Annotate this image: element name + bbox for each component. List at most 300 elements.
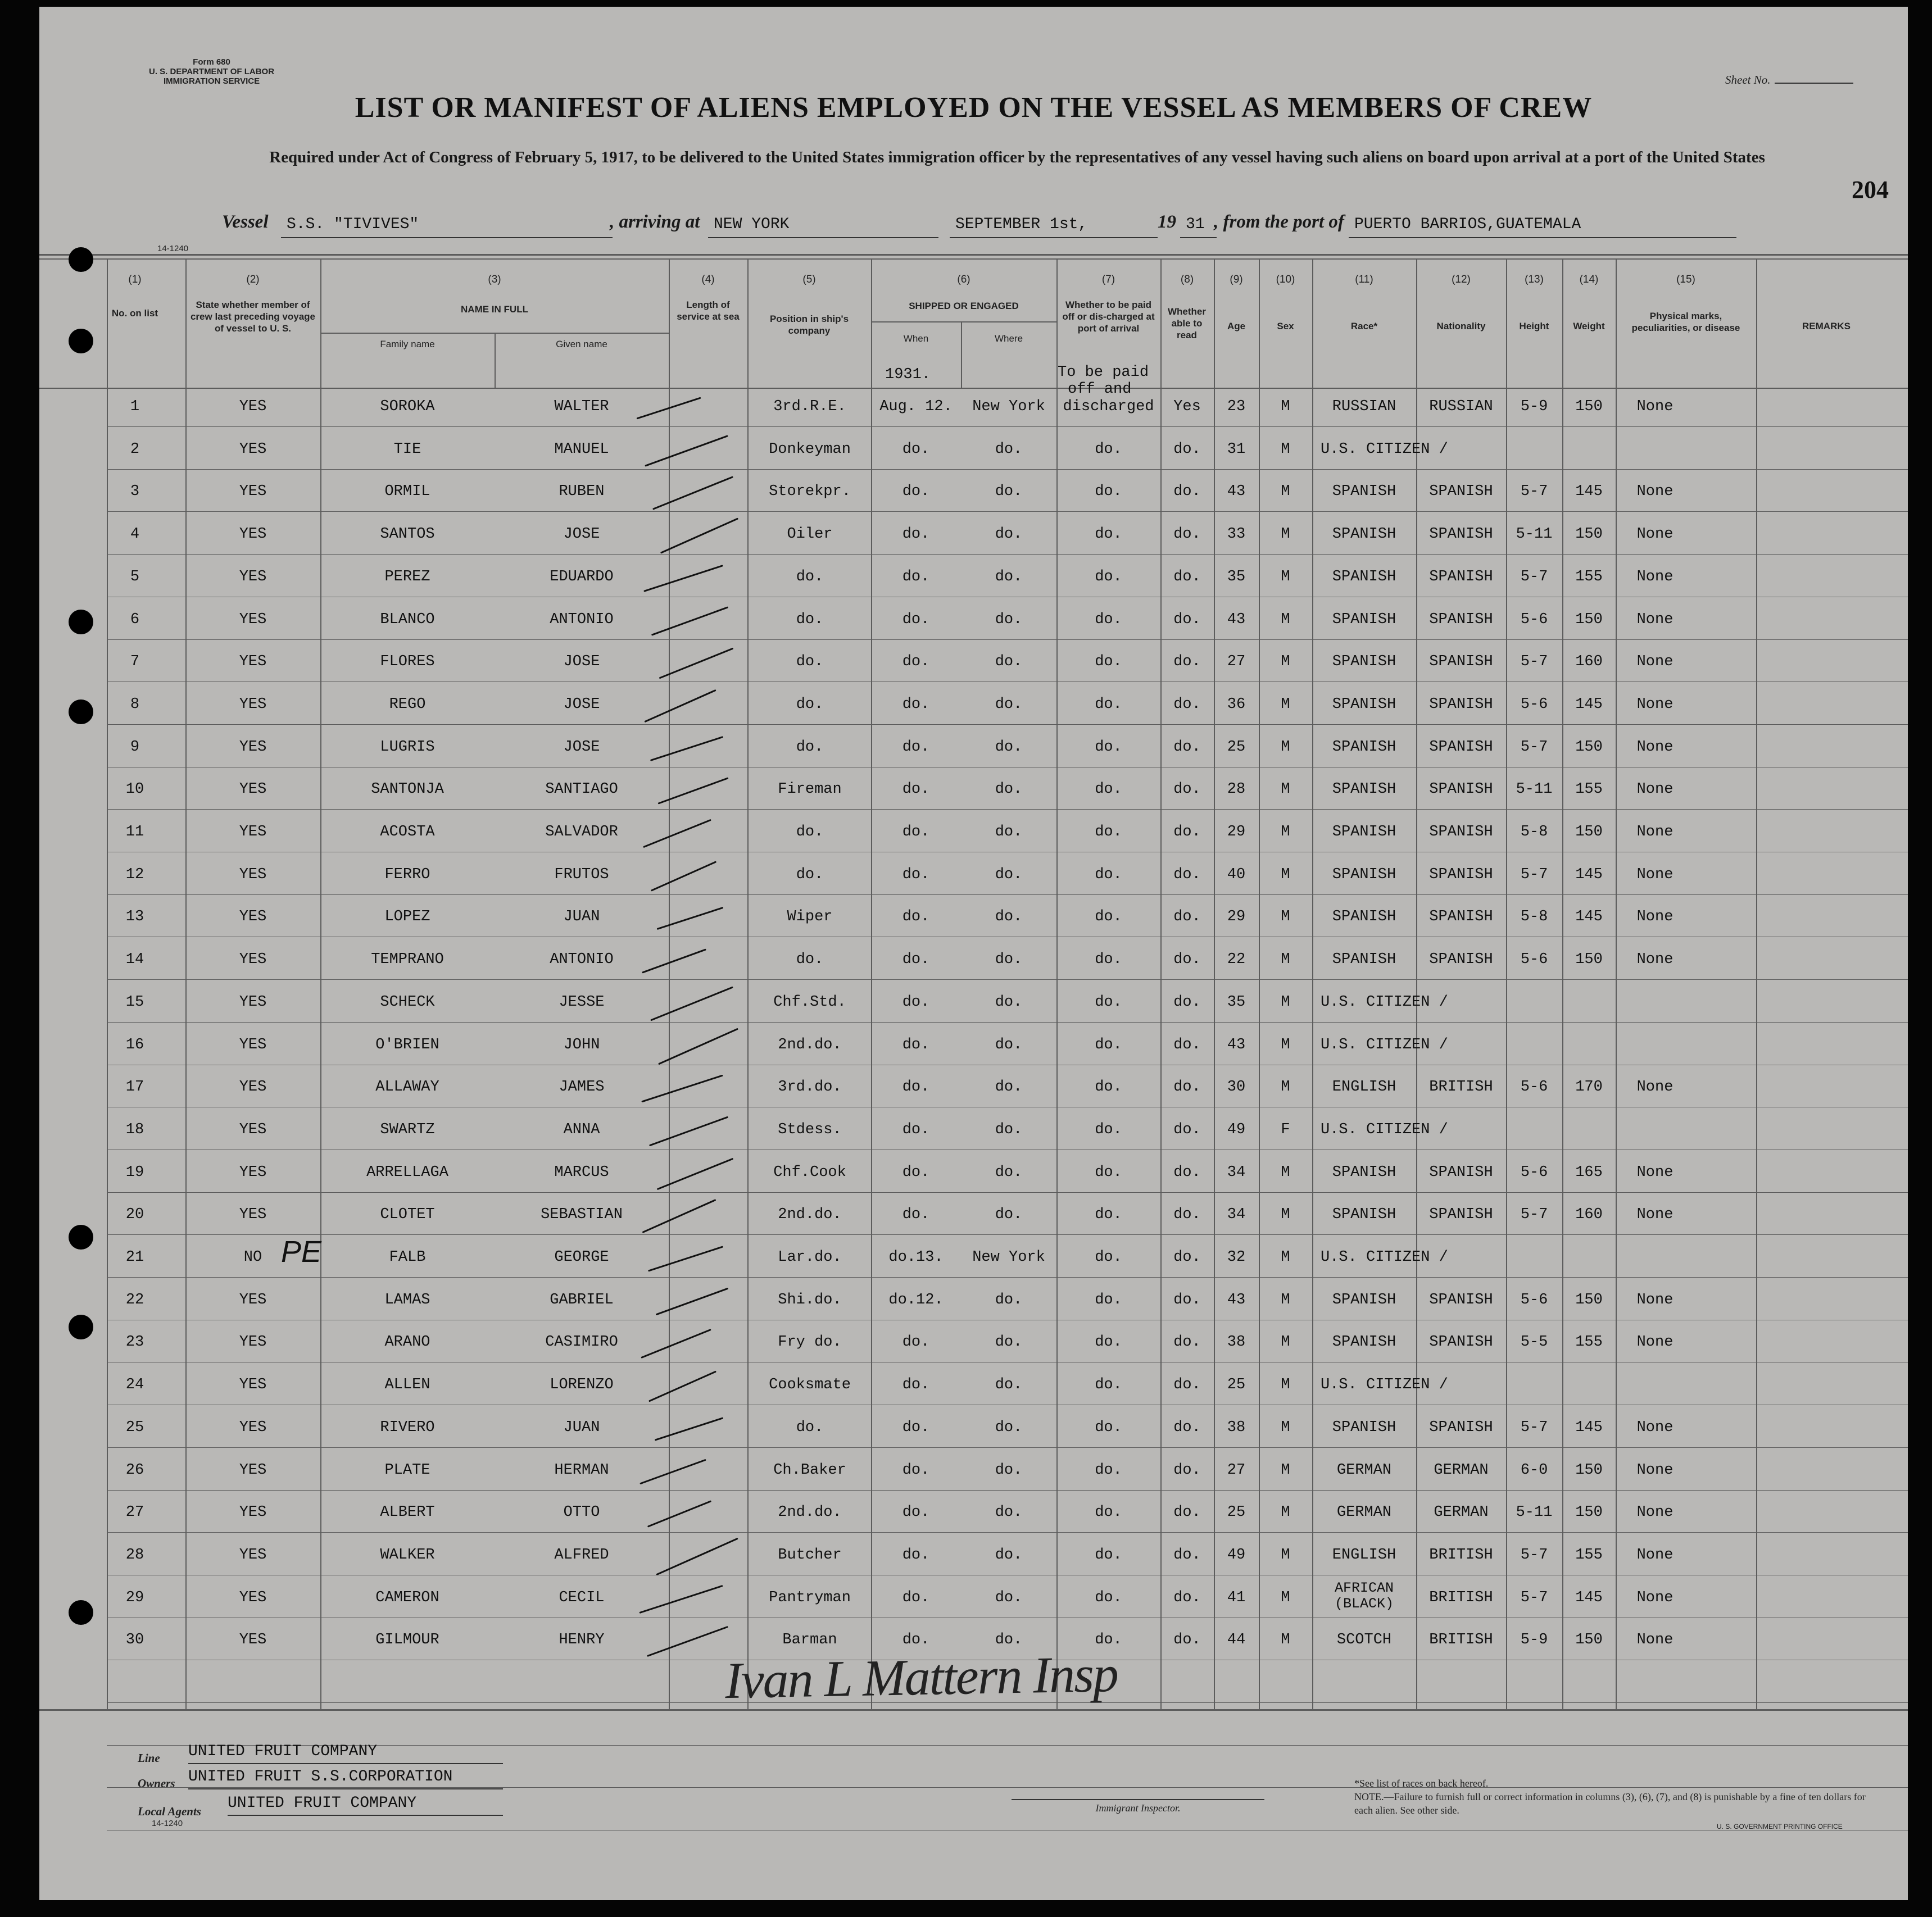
- cell-paid: do.: [1095, 951, 1122, 969]
- cell-no: 28: [125, 1546, 144, 1564]
- cell-nationality: SPANISH: [1429, 1206, 1493, 1224]
- cell-state: YES: [239, 1546, 267, 1564]
- cell-when: do.: [902, 1589, 930, 1606]
- length-of-service-mark: [660, 518, 738, 554]
- cell-where: do.: [995, 908, 1023, 926]
- cell-marks: None: [1636, 1546, 1674, 1564]
- cell-nationality: SPANISH: [1429, 781, 1493, 798]
- cell-position: Barman: [782, 1632, 837, 1649]
- cell-state: YES: [239, 824, 267, 841]
- cell-given: JOSE: [563, 738, 600, 756]
- col-number-8: (8): [1180, 274, 1194, 285]
- table-row: [39, 1200, 1908, 1233]
- cell-family: FERRO: [384, 866, 430, 883]
- cell-nationality: SPANISH: [1429, 1419, 1493, 1436]
- cell-state: YES: [239, 440, 267, 458]
- cell-family: RIVERO: [380, 1419, 435, 1436]
- cell-state: YES: [239, 1121, 267, 1138]
- cell-sex: M: [1281, 1206, 1290, 1224]
- cell-height: 5-7: [1520, 1419, 1548, 1436]
- cell-height: 5-9: [1520, 1632, 1548, 1649]
- cell-position: 2nd.do.: [778, 1206, 842, 1224]
- cell-marks: None: [1636, 1589, 1674, 1606]
- cell-position: Fireman: [778, 781, 842, 798]
- inspector-label: Immigrant Inspector.: [1095, 1802, 1181, 1814]
- cell-race: SPANISH: [1332, 1206, 1396, 1224]
- cell-family: ARANO: [384, 1334, 430, 1351]
- cell-weight: 155: [1575, 568, 1603, 585]
- printer-imprint: U. S. GOVERNMENT PRINTING OFFICE: [1717, 1823, 1843, 1830]
- cell-state: YES: [239, 483, 267, 501]
- cell-position: Fry do.: [778, 1334, 842, 1351]
- cell-where: do.: [995, 993, 1023, 1011]
- cell-sex: M: [1281, 1164, 1290, 1181]
- form-number: Form 680: [193, 57, 230, 67]
- cell-family: CAMERON: [375, 1589, 439, 1606]
- paid-off-line2: off and: [1068, 381, 1132, 398]
- cell-given: MANUEL: [554, 440, 609, 458]
- cell-state: YES: [239, 1164, 267, 1181]
- cell-where: do.: [995, 1164, 1023, 1181]
- cell-position: Chf.Std.: [773, 993, 846, 1011]
- cell-given: JUAN: [563, 908, 600, 926]
- cell-position: do.: [796, 951, 824, 969]
- cell-race: SCOTCH: [1336, 1632, 1392, 1649]
- cell-paid: do.: [1095, 738, 1122, 756]
- cell-race: U.S. CITIZEN /: [1321, 993, 1448, 1011]
- cell-read: do.: [1173, 1377, 1201, 1394]
- cell-family: GILMOUR: [375, 1632, 439, 1649]
- cell-state: YES: [239, 696, 267, 713]
- row-rule: [107, 426, 1908, 427]
- cell-age: 34: [1227, 1206, 1246, 1224]
- cell-no: 15: [125, 993, 144, 1011]
- cell-read: do.: [1173, 611, 1201, 628]
- cell-read: do.: [1173, 1419, 1201, 1436]
- row-rule: [107, 554, 1908, 555]
- length-of-service-mark: [659, 648, 734, 679]
- cell-no: 16: [125, 1036, 144, 1053]
- cell-sex: M: [1281, 1334, 1290, 1351]
- cell-when: do.: [902, 866, 930, 883]
- cell-marks: None: [1636, 568, 1674, 585]
- cell-read: do.: [1173, 1334, 1201, 1351]
- cell-given: JAMES: [559, 1079, 605, 1096]
- cell-read: do.: [1173, 1546, 1201, 1564]
- cell-no: 24: [125, 1377, 144, 1394]
- cell-age: 30: [1227, 1079, 1246, 1096]
- cell-given: HERMAN: [554, 1461, 609, 1479]
- cell-marks: None: [1636, 611, 1674, 628]
- cell-no: 25: [125, 1419, 144, 1436]
- cell-sex: M: [1281, 993, 1290, 1011]
- cell-height: 5-7: [1520, 866, 1548, 883]
- cell-when: do.: [902, 1164, 930, 1181]
- vessel-label: Vessel: [222, 212, 269, 232]
- cell-given: ANNA: [563, 1121, 600, 1138]
- cell-paid: do.: [1095, 1164, 1122, 1181]
- handwritten-annotation: PE: [281, 1235, 322, 1269]
- cell-family: SANTOS: [380, 526, 435, 543]
- cell-position: 2nd.do.: [778, 1036, 842, 1053]
- header-height: Height: [1519, 321, 1549, 331]
- cell-nationality: BRITISH: [1429, 1079, 1493, 1096]
- cell-height: 5-6: [1520, 611, 1548, 628]
- cell-state: YES: [239, 1377, 267, 1394]
- header-age: Age: [1227, 321, 1246, 331]
- cell-family: ORMIL: [384, 483, 430, 501]
- cell-where: do.: [995, 440, 1023, 458]
- cell-read: do.: [1173, 1461, 1201, 1479]
- row-rule: [107, 809, 1908, 810]
- cell-nationality: SPANISH: [1429, 951, 1493, 969]
- cell-where: do.: [995, 1419, 1023, 1436]
- cell-paid: do.: [1095, 611, 1122, 628]
- col-number-3: (3): [488, 274, 501, 285]
- cell-sex: M: [1281, 696, 1290, 713]
- cell-state: YES: [239, 1461, 267, 1479]
- row-rule: [107, 1234, 1908, 1235]
- cell-age: 43: [1227, 483, 1246, 501]
- col-number-14: (14): [1579, 274, 1599, 285]
- header-able-read: Whether able to read: [1168, 306, 1206, 340]
- line-value: UNITED FRUIT COMPANY: [188, 1743, 503, 1764]
- cell-nationality: SPANISH: [1429, 1164, 1493, 1181]
- cell-weight: 150: [1575, 611, 1603, 628]
- note-races: *See list of races on back hereof.: [1354, 1778, 1489, 1789]
- manifest-sheet: [39, 7, 1908, 1900]
- cell-where: do.: [995, 951, 1023, 969]
- cell-weight: 145: [1575, 696, 1603, 713]
- cell-where: New York: [972, 398, 1045, 415]
- owners-value: UNITED FRUIT S.S.CORPORATION: [188, 1768, 503, 1789]
- cell-when: do.: [902, 1377, 930, 1394]
- row-rule: [107, 1490, 1908, 1491]
- cell-read: do.: [1173, 1206, 1201, 1224]
- col-number-9: (9): [1230, 274, 1243, 285]
- row-rule: [107, 1447, 1908, 1448]
- cell-paid: do.: [1095, 526, 1122, 543]
- cell-given: JESSE: [559, 993, 605, 1011]
- cell-paid: do.: [1095, 908, 1122, 926]
- cell-given: GABRIEL: [550, 1291, 614, 1309]
- cell-marks: None: [1636, 1504, 1674, 1521]
- table-row: [39, 605, 1908, 638]
- cell-race: SPANISH: [1332, 1334, 1396, 1351]
- cell-read: do.: [1173, 1504, 1201, 1521]
- cell-race: SPANISH: [1332, 526, 1396, 543]
- col-number-4: (4): [701, 274, 715, 285]
- note-penalty: NOTE.—Failure to furnish full or correct information in columns (3), (6), (7), and (8) is punishable by a fine of ten dollars for each alien. See other side.: [1354, 1791, 1866, 1816]
- cell-weight: 145: [1575, 908, 1603, 926]
- cell-state: YES: [239, 1036, 267, 1053]
- cell-position: do.: [796, 653, 824, 671]
- cell-no: 10: [125, 781, 144, 798]
- binder-hole: [69, 247, 93, 272]
- cell-where: do.: [995, 1291, 1023, 1309]
- cell-given: MARCUS: [554, 1164, 609, 1181]
- vessel-name: S.S. "TIVIVES": [281, 216, 613, 238]
- cell-sex: M: [1281, 526, 1290, 543]
- cell-height: 5-6: [1520, 1291, 1548, 1309]
- cell-family: TEMPRANO: [371, 951, 444, 969]
- cell-paid: do.: [1095, 568, 1122, 585]
- cell-race: SPANISH: [1332, 1291, 1396, 1309]
- cell-family: SANTONJA: [371, 781, 444, 798]
- cell-age: 36: [1227, 696, 1246, 713]
- cell-when: do.: [902, 993, 930, 1011]
- col-number-1: (1): [128, 274, 142, 285]
- year-prefix: 19: [1158, 212, 1176, 232]
- cell-where: do.: [995, 526, 1023, 543]
- table-row: [39, 902, 1908, 935]
- cell-race: GERMAN: [1336, 1461, 1392, 1479]
- cell-where: do.: [995, 1206, 1023, 1224]
- cell-nationality: BRITISH: [1429, 1632, 1493, 1649]
- cell-age: 32: [1227, 1249, 1246, 1266]
- cell-age: 40: [1227, 866, 1246, 883]
- cell-nationality: BRITISH: [1429, 1589, 1493, 1606]
- col-number-11: (11): [1355, 274, 1373, 285]
- cell-read: do.: [1173, 908, 1201, 926]
- cell-read: do.: [1173, 1291, 1201, 1309]
- cell-read: do.: [1173, 568, 1201, 585]
- table-row: [39, 1579, 1908, 1616]
- cell-state: YES: [239, 1504, 267, 1521]
- cell-state: NO: [243, 1249, 262, 1266]
- cell-age: 43: [1227, 611, 1246, 628]
- cell-family: O'BRIEN: [375, 1036, 439, 1053]
- cell-given: CECIL: [559, 1589, 605, 1606]
- table-row: [39, 1370, 1908, 1403]
- header-subrule: [871, 321, 1056, 322]
- cell-sex: M: [1281, 866, 1290, 883]
- cell-height: 5-11: [1516, 1504, 1553, 1521]
- department-name: U. S. DEPARTMENT OF LABOR: [149, 67, 275, 76]
- cell-read: do.: [1173, 1079, 1201, 1096]
- cell-when: do.: [902, 1419, 930, 1436]
- cell-read: do.: [1173, 653, 1201, 671]
- cell-nationality: GERMAN: [1434, 1504, 1489, 1521]
- cell-height: 5-5: [1520, 1334, 1548, 1351]
- cell-where: do.: [995, 1334, 1023, 1351]
- cell-race: U.S. CITIZEN /: [1321, 1377, 1448, 1394]
- cell-read: do.: [1173, 1164, 1201, 1181]
- header-length-service: Length of service at sea: [677, 299, 740, 322]
- cell-when: do.: [902, 483, 930, 501]
- cell-given: ANTONIO: [550, 611, 614, 628]
- cell-age: 28: [1227, 781, 1246, 798]
- cell-read: do.: [1173, 483, 1201, 501]
- cell-given: WALTER: [554, 398, 609, 415]
- cell-no: 9: [130, 738, 140, 756]
- cell-read: do.: [1173, 1036, 1201, 1053]
- cell-marks: None: [1636, 781, 1674, 798]
- cell-read: Yes: [1173, 398, 1201, 415]
- cell-where: do.: [995, 1546, 1023, 1564]
- cell-sex: M: [1281, 568, 1290, 585]
- cell-marks: None: [1636, 1206, 1674, 1224]
- cell-no: 30: [125, 1632, 144, 1649]
- cell-when: do.: [902, 1504, 930, 1521]
- header-bottom-rule: [39, 388, 1908, 389]
- cell-when: do.: [902, 1334, 930, 1351]
- table-row: [39, 732, 1908, 766]
- cell-sex: M: [1281, 738, 1290, 756]
- cell-position: Ch.Baker: [773, 1461, 846, 1479]
- cell-age: 23: [1227, 398, 1246, 415]
- table-row: [39, 944, 1908, 978]
- cell-height: 5-7: [1520, 568, 1548, 585]
- cell-race: SPANISH: [1332, 568, 1396, 585]
- cell-no: 29: [125, 1589, 144, 1606]
- header-family-name: Family name: [380, 339, 435, 349]
- header-no-on-list: No. on list: [111, 308, 158, 319]
- cell-paid: do.: [1095, 1419, 1122, 1436]
- cell-state: YES: [239, 398, 267, 415]
- cell-sex: M: [1281, 653, 1290, 671]
- cell-weight: 165: [1575, 1164, 1603, 1181]
- cell-when: do.: [902, 1036, 930, 1053]
- cell-nationality: RUSSIAN: [1429, 398, 1493, 415]
- cell-height: 5-7: [1520, 1546, 1548, 1564]
- cell-given: GEORGE: [554, 1249, 609, 1266]
- crew-table: [39, 254, 1908, 1715]
- row-rule: [107, 511, 1908, 512]
- binder-hole: [69, 329, 93, 353]
- cell-position: Wiper: [787, 908, 833, 926]
- row-rule: [107, 979, 1908, 980]
- inspector-signature: Ivan L Mattern Insp: [724, 1645, 1118, 1710]
- cell-read: do.: [1173, 866, 1201, 883]
- table-row: [39, 860, 1908, 893]
- cell-where: do.: [995, 568, 1023, 585]
- cell-height: 5-7: [1520, 1589, 1548, 1606]
- row-rule: [107, 639, 1908, 640]
- cell-position: Butcher: [778, 1546, 842, 1564]
- cell-no: 1: [130, 398, 140, 415]
- col-number-2: (2): [246, 274, 260, 285]
- cell-race: SPANISH: [1332, 1419, 1396, 1436]
- cell-read: do.: [1173, 951, 1201, 969]
- cell-position: Cooksmate: [769, 1377, 851, 1394]
- when-year: 1931.: [885, 366, 931, 383]
- service-name: IMMIGRATION SERVICE: [163, 76, 260, 86]
- cell-position: 3rd.R.E.: [773, 398, 846, 415]
- cell-marks: None: [1636, 866, 1674, 883]
- cell-weight: 155: [1575, 1546, 1603, 1564]
- cell-weight: 150: [1575, 824, 1603, 841]
- cell-family: LOPEZ: [384, 908, 430, 926]
- header-given-name: Given name: [556, 339, 607, 349]
- cell-state: YES: [239, 1334, 267, 1351]
- footer-note: [1354, 1777, 1871, 1817]
- cell-age: 27: [1227, 1461, 1246, 1479]
- cell-height: 6-0: [1520, 1461, 1548, 1479]
- cell-given: FRUTOS: [554, 866, 609, 883]
- cell-when: do.: [902, 1121, 930, 1138]
- cell-when: do.: [902, 738, 930, 756]
- cell-state: YES: [239, 653, 267, 671]
- cell-sex: M: [1281, 1079, 1290, 1096]
- row-rule: [107, 1277, 1908, 1278]
- cell-state: YES: [239, 568, 267, 585]
- table-row: [39, 1157, 1908, 1191]
- cell-nationality: SPANISH: [1429, 908, 1493, 926]
- from-port-label: , from the port of: [1214, 212, 1344, 232]
- cell-weight: 155: [1575, 781, 1603, 798]
- cell-age: 41: [1227, 1589, 1246, 1606]
- row-rule: [107, 724, 1908, 725]
- cell-read: do.: [1173, 738, 1201, 756]
- table-bottom-rule: [39, 1709, 1908, 1711]
- cell-where: do.: [995, 1632, 1023, 1649]
- table-top-rule: [39, 254, 1908, 256]
- cell-family: FALB: [389, 1249, 426, 1266]
- cell-height: 5-6: [1520, 696, 1548, 713]
- row-rule: [107, 1192, 1908, 1193]
- cell-weight: 150: [1575, 1291, 1603, 1309]
- cell-when: do.: [902, 1546, 930, 1564]
- cell-age: 44: [1227, 1632, 1246, 1649]
- cell-state: YES: [239, 781, 267, 798]
- cell-position: Oiler: [787, 526, 833, 543]
- from-port: PUERTO BARRIOS,GUATEMALA: [1349, 216, 1736, 238]
- binder-hole: [69, 1315, 93, 1339]
- cell-weight: 150: [1575, 1504, 1603, 1521]
- cell-weight: 150: [1575, 1461, 1603, 1479]
- cell-age: 38: [1227, 1334, 1246, 1351]
- cell-family: LAMAS: [384, 1291, 430, 1309]
- cell-paid: do.: [1095, 1461, 1122, 1479]
- cell-family: ARRELLAGA: [366, 1164, 448, 1181]
- cell-marks: None: [1636, 824, 1674, 841]
- cell-when: do.12.: [888, 1291, 944, 1309]
- cell-nationality: SPANISH: [1429, 611, 1493, 628]
- table-row: [39, 1497, 1908, 1531]
- binder-hole: [69, 699, 93, 724]
- cell-read: do.: [1173, 824, 1201, 841]
- table-row: [39, 647, 1908, 680]
- cell-position: Storekpr.: [769, 483, 851, 501]
- cell-paid: do.: [1095, 866, 1122, 883]
- cell-nationality: BRITISH: [1429, 1546, 1493, 1564]
- header-stamp: 14-1240: [157, 244, 189, 253]
- cell-position: Chf.Cook: [773, 1164, 846, 1181]
- cell-marks: None: [1636, 1632, 1674, 1649]
- cell-paid: do.: [1095, 1504, 1122, 1521]
- cell-given: HENRY: [559, 1632, 605, 1649]
- cell-sex: M: [1281, 781, 1290, 798]
- header-name-in-full: NAME IN FULL: [461, 304, 528, 315]
- sheet-number-field: [1725, 73, 1853, 87]
- cell-given: JOSE: [563, 526, 600, 543]
- cell-weight: 170: [1575, 1079, 1603, 1096]
- cell-position: Shi.do.: [778, 1291, 842, 1309]
- header-position: Position in ship's company: [769, 314, 849, 336]
- cell-position: Donkeyman: [769, 440, 851, 458]
- cell-paid: do.: [1095, 483, 1122, 501]
- cell-no: 6: [130, 611, 140, 628]
- cell-given: CASIMIRO: [545, 1334, 618, 1351]
- cell-marks: None: [1636, 908, 1674, 926]
- cell-given: JUAN: [563, 1419, 600, 1436]
- cell-age: 25: [1227, 1377, 1246, 1394]
- col-number-7: (7): [1101, 274, 1115, 285]
- cell-age: 49: [1227, 1121, 1246, 1138]
- cell-when: do.: [902, 1079, 930, 1096]
- cell-given: ANTONIO: [550, 951, 614, 969]
